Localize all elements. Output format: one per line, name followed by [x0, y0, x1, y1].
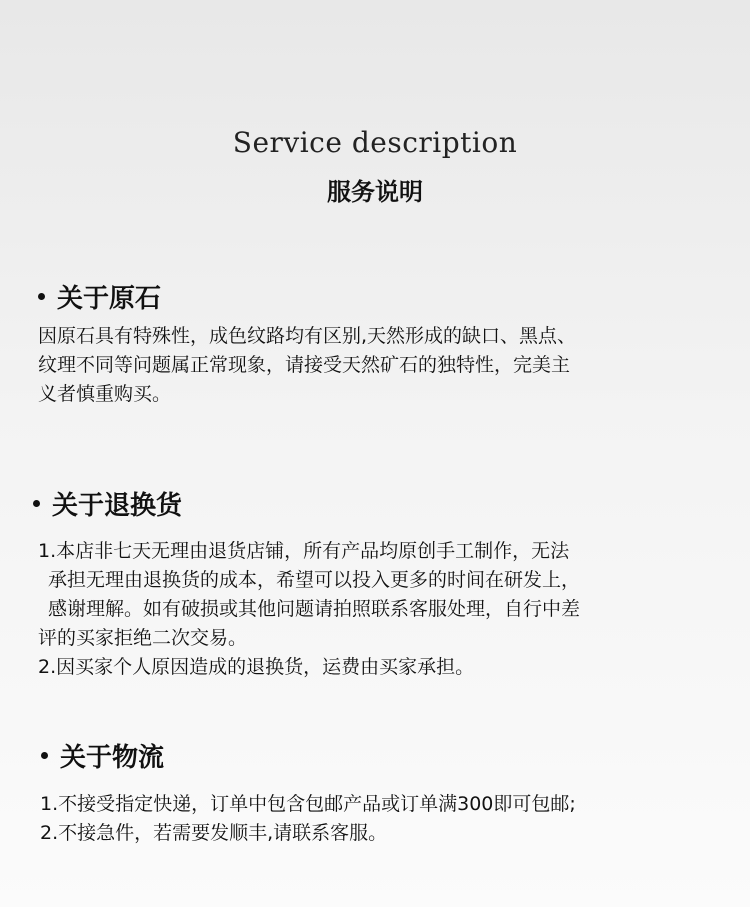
service-title-en: Service description	[232, 126, 518, 159]
section-heading-text: 关于物流	[60, 743, 165, 773]
service-title-cn: 服务说明	[327, 178, 423, 206]
body-line: 因原石具有特殊性，成色纹路均有区别,天然形成的缺口、黑点、	[38, 325, 577, 347]
body-line: 承担无理由退换货的成本，希望可以投入更多的时间在研发上，	[48, 569, 581, 591]
section-heading-raw-stone	[38, 278, 161, 315]
body-line: 1.不接受指定快递，订单中包含包邮产品或订单满300即可包邮;	[40, 793, 576, 815]
bullet-icon	[33, 500, 40, 507]
section-body-returns	[38, 537, 580, 682]
section-heading-text: 关于退换货	[52, 491, 183, 521]
bullet-icon	[38, 293, 45, 300]
section-heading-returns	[33, 485, 182, 522]
section-body-logistics	[40, 790, 576, 848]
body-line: 义者慎重购买。	[38, 383, 172, 405]
bullet-icon	[41, 752, 48, 759]
body-line: 1.本店非七天无理由退货店铺，所有产品均原创手工制作，无法	[38, 540, 570, 562]
body-line: 评的买家拒绝二次交易。	[38, 627, 248, 649]
body-line: 感谢理解。如有破损或其他问题请拍照联系客服处理，自行中差	[48, 598, 581, 620]
section-body-raw-stone	[38, 322, 576, 409]
section-heading-logistics	[41, 737, 164, 774]
body-line: 纹理不同等问题属正常现象，请接受天然矿石的独特性，完美主	[38, 354, 571, 376]
body-line: 2.不接急件，若需要发顺丰,请联系客服。	[40, 822, 388, 844]
body-line: 2.因买家个人原因造成的退换货，运费由买家承担。	[38, 656, 475, 678]
section-heading-text: 关于原石	[57, 284, 162, 314]
